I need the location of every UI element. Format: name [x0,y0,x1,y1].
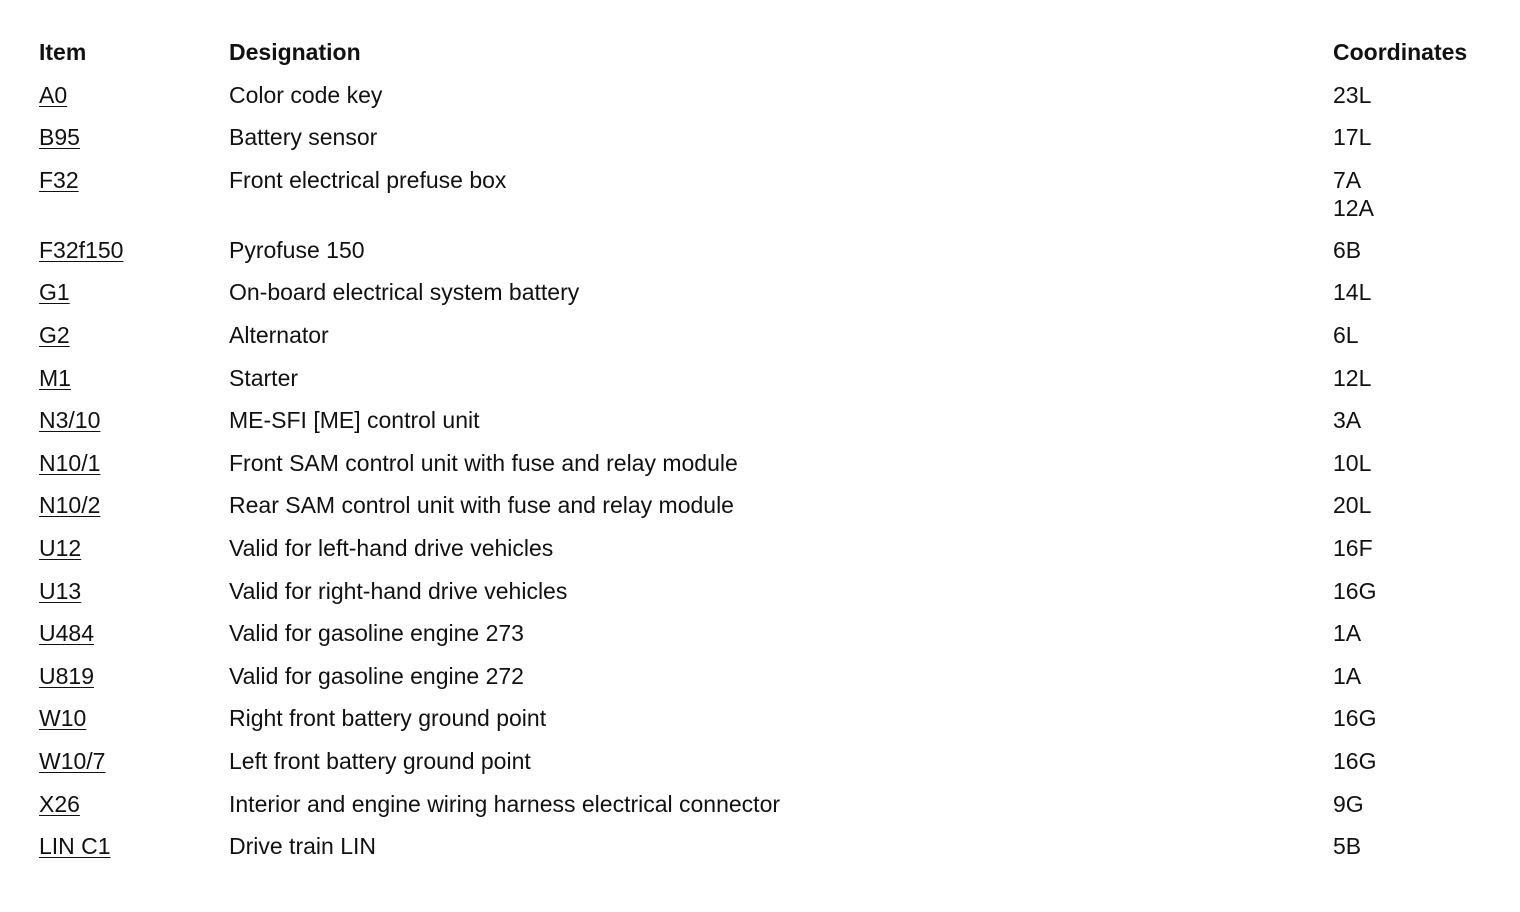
coordinates-cell [1333,662,1361,690]
coordinates-cell [1333,534,1373,562]
designation-cell: Valid for gasoline engine 272 [229,662,524,689]
item-link[interactable]: A0 [39,81,68,108]
designation-cell: Valid for left-hand drive vehicles [229,534,554,561]
table-row [39,234,1499,277]
designation-cell: Battery sensor [229,124,378,151]
coordinates-cell [1333,364,1371,392]
coordinate-value: 6B [1333,236,1362,263]
designation-cell: Color code key [229,81,383,108]
coordinate-value: 16G [1333,577,1377,604]
item-link[interactable]: U484 [39,620,94,647]
table-row [39,79,1499,122]
coordinate-value: 7A [1333,166,1362,193]
item-link[interactable]: N10/2 [39,492,101,519]
item-cell [39,491,100,519]
coordinates-cell [1333,236,1361,264]
table-row [39,617,1499,660]
designation-cell: Right front battery ground point [229,705,547,732]
coordinate-value: 9G [1333,790,1364,817]
coordinate-value: 12A [1333,194,1374,221]
coordinate-value: 1A [1333,620,1362,647]
coordinates-cell [1333,619,1361,647]
item-link[interactable]: F32 [39,166,79,193]
designation-cell: Valid for right-hand drive vehicles [229,577,568,604]
designation-cell: Interior and engine wiring harness electrical connector [229,790,781,817]
coordinates-cell [1333,832,1361,860]
coordinates-cell [1333,123,1371,151]
table-row [39,447,1499,490]
coordinates-cell [1333,406,1361,434]
header-item: Item [39,39,87,65]
item-cell [39,704,86,732]
coordinate-value: 5B [1333,833,1362,860]
coordinate-value: 17L [1333,124,1372,151]
designation-cell: Front electrical prefuse box [229,166,507,193]
designation-cell: Valid for gasoline engine 273 [229,620,524,647]
table-row [39,362,1499,405]
item-link[interactable]: U12 [39,534,82,561]
coordinate-value: 16F [1333,534,1373,561]
table-header [39,36,1499,79]
item-link[interactable]: M1 [39,364,71,391]
table-row [39,121,1499,164]
coordinates-cell [1333,577,1376,605]
item-link[interactable]: F32f150 [39,236,124,263]
designation-cell: Front SAM control unit with fuse and relay module [229,449,738,476]
table-row [39,830,1499,873]
table-row [39,660,1499,703]
coordinates-cell [1333,81,1371,109]
item-cell [39,619,94,647]
designation-cell: ME-SFI [ME] control unit [229,407,480,434]
item-link[interactable]: G1 [39,279,70,306]
coordinate-value: 23L [1333,81,1372,108]
coordinate-value: 16G [1333,705,1377,732]
item-cell [39,364,71,392]
item-cell [39,123,80,151]
coordinates-cell [1333,449,1371,477]
coordinate-value: 16G [1333,747,1377,774]
item-link[interactable]: LIN C1 [39,833,111,860]
item-cell [39,534,81,562]
item-link[interactable]: W10/7 [39,747,106,774]
table-row [39,702,1499,745]
table-row [39,404,1499,447]
item-cell [39,278,70,306]
table-row [39,788,1499,831]
table-row [39,532,1499,575]
designation-cell: Rear SAM control unit with fuse and relay module [229,492,734,519]
item-cell [39,236,123,264]
table-row [39,276,1499,319]
item-cell [39,832,111,860]
item-link[interactable]: X26 [39,790,80,817]
coordinates-cell [1333,321,1359,349]
coordinates-cell [1333,790,1364,818]
coordinate-value: 20L [1333,492,1372,519]
item-link[interactable]: N10/1 [39,449,101,476]
item-link[interactable]: U819 [39,662,94,689]
item-cell [39,662,94,690]
item-cell [39,449,100,477]
table-row [39,489,1499,532]
item-cell [39,81,67,109]
coordinate-value: 10L [1333,449,1372,476]
coordinate-value: 3A [1333,407,1362,434]
header-designation: Designation [229,39,361,65]
coordinates-cell [1333,278,1371,306]
table-body [39,79,1499,873]
header-coordinates: Coordinates [1333,39,1468,65]
coordinate-value: 1A [1333,662,1362,689]
designation-cell: Alternator [229,321,329,348]
coordinates-cell [1333,747,1376,775]
item-link[interactable]: W10 [39,705,87,732]
component-table [39,36,1499,873]
item-cell [39,321,70,349]
designation-cell: Pyrofuse 150 [229,236,365,263]
item-cell [39,406,100,434]
coordinate-value: 12L [1333,364,1372,391]
item-cell [39,577,81,605]
designation-cell: Drive train LIN [229,833,376,860]
table-row [39,745,1499,788]
item-link[interactable]: U13 [39,577,82,604]
coordinates-cell [1333,704,1376,732]
table-row [39,575,1499,618]
coordinates-cell [1333,491,1371,519]
item-link[interactable]: B95 [39,124,80,151]
designation-cell: Starter [229,364,299,391]
item-cell [39,166,79,194]
coordinate-value: 14L [1333,279,1372,306]
coordinates-cell [1333,166,1374,222]
designation-cell: On-board electrical system battery [229,279,580,306]
item-link[interactable]: G2 [39,321,70,348]
item-cell [39,790,80,818]
coordinate-value: 6L [1333,321,1359,348]
item-cell [39,747,105,775]
item-link[interactable]: N3/10 [39,407,101,434]
designation-cell: Left front battery ground point [229,747,531,774]
table-row [39,164,1499,234]
table-row [39,319,1499,362]
